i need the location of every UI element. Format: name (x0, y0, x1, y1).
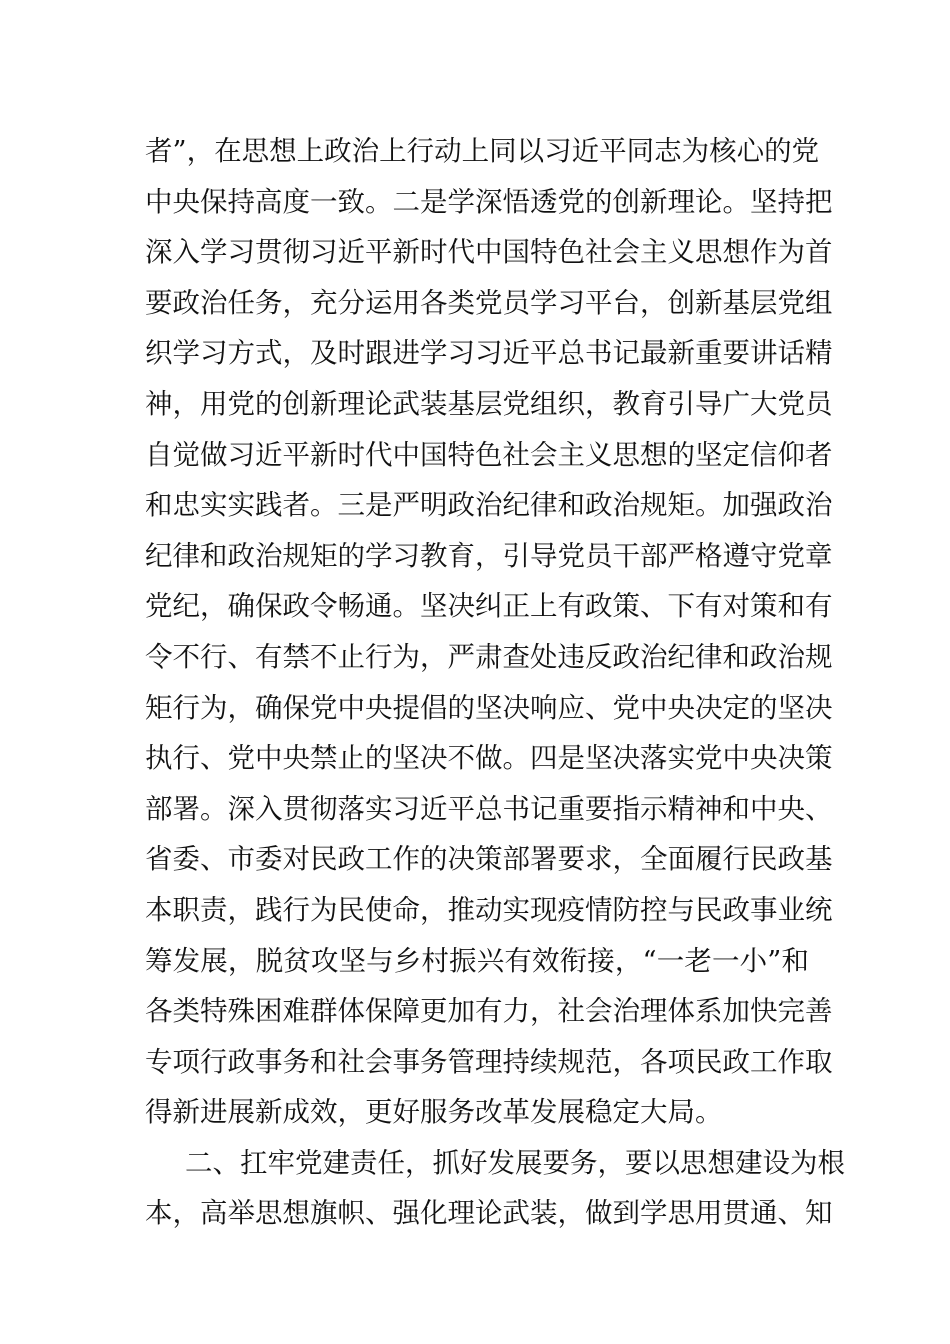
text-line: 纪 律 和 政 治 规 矩 的 学 习 教 育 ， 引 导 党 员 干 部 严 格 遵 守 党 章 (145, 539, 833, 572)
text-line: 和 忠 实 实 践 者 。 三 是 严 明 政 治 纪 律 和 政 治 规 矩 。 加 强 政 治 (145, 489, 833, 522)
text-line: 中 央 保 持 高 度 一 致 。 二 是 学 深 悟 透 党 的 创 新 理 论 。 坚 持 把 (145, 185, 833, 218)
text-line: 党 纪 ， 确 保 政 令 畅 通 。 坚 决 纠 正 上 有 政 策 、 下 有 对 策 和 有 (145, 590, 833, 623)
text-line: 得新进展新成效，更好服务改革发展稳定大局。 (145, 1096, 723, 1129)
text-line: 自 觉 做 习 近 平 新 时 代 中 国 特 色 社 会 主 义 思 想 的 坚 定 信 仰 者 (145, 438, 833, 471)
text-line: 者 ” ， 在 思 想 上 政 治 上 行 动 上 同 以 习 近 平 同 志 为 核 心 的 党 (145, 135, 820, 167)
text-line: 筹 发 展 ， 脱 贫 攻 坚 与 乡 村 振 兴 有 效 衔 接 ， “ 一 老 一 小 ” 和 (145, 944, 809, 977)
text-line: 矩 行 为 ， 确 保 党 中 央 提 倡 的 坚 决 响 应 、 党 中 央 决 定 的 坚 决 (145, 691, 833, 724)
text-line: 要 政 治 任 务 ， 充 分 运 用 各 类 党 员 学 习 平 台 ， 创 新 基 层 党 组 (145, 286, 833, 319)
text-line: 专 项 行 政 事 务 和 社 会 事 务 管 理 持 续 规 范 ， 各 项 民 政 工 作 取 (145, 1045, 833, 1078)
text-line: 部 署 。 深 入 贯 彻 落 实 习 近 平 总 书 记 重 要 指 示 精 神 和 中 央 、 (145, 792, 833, 825)
text-line: 神 ， 用 党 的 创 新 理 论 武 装 基 层 党 组 织 ， 教 育 引 导 广 大 党 员 (145, 387, 833, 420)
text-line: 深 入 学 习 贯 彻 习 近 平 新 时 代 中 国 特 色 社 会 主 义 思 想 作 为 首 (145, 236, 833, 269)
text-line: 省 委 、 市 委 对 民 政 工 作 的 决 策 部 署 要 求 ， 全 面 履 行 民 政 基 (145, 843, 833, 876)
body-text (145, 126, 845, 1239)
text-line: 本 职 责 ， 践 行 为 民 使 命 ， 推 动 实 现 疫 情 防 控 与 民 政 事 业 统 (145, 893, 833, 926)
text-line: 织 学 习 方 式 ， 及 时 跟 进 学 习 习 近 平 总 书 记 最 新 重 要 讲 话 精 (145, 337, 833, 370)
text-line: 令 不 行 、 有 禁 不 止 行 为 ， 严 肃 查 处 违 反 政 治 纪 律 和 政 治 规 (145, 640, 833, 673)
text-line: 各 类 特 殊 困 难 群 体 保 障 更 加 有 力 ， 社 会 治 理 体 系 加 快 完 善 (145, 995, 833, 1028)
text-line: 本 ， 高 举 思 想 旗 帜 、 强 化 理 论 武 装 ， 做 到 学 思 用 贯 通 、 知 (145, 1197, 833, 1230)
text-line: 二 、 扛 牢 党 建 责 任 ， 抓 好 发 展 要 务 ， 要 以 思 想 建 设 为 根 (185, 1146, 845, 1179)
text-line: 执 行 、 党 中 央 禁 止 的 坚 决 不 做 。 四 是 坚 决 落 实 党 中 央 决 策 (145, 742, 833, 775)
